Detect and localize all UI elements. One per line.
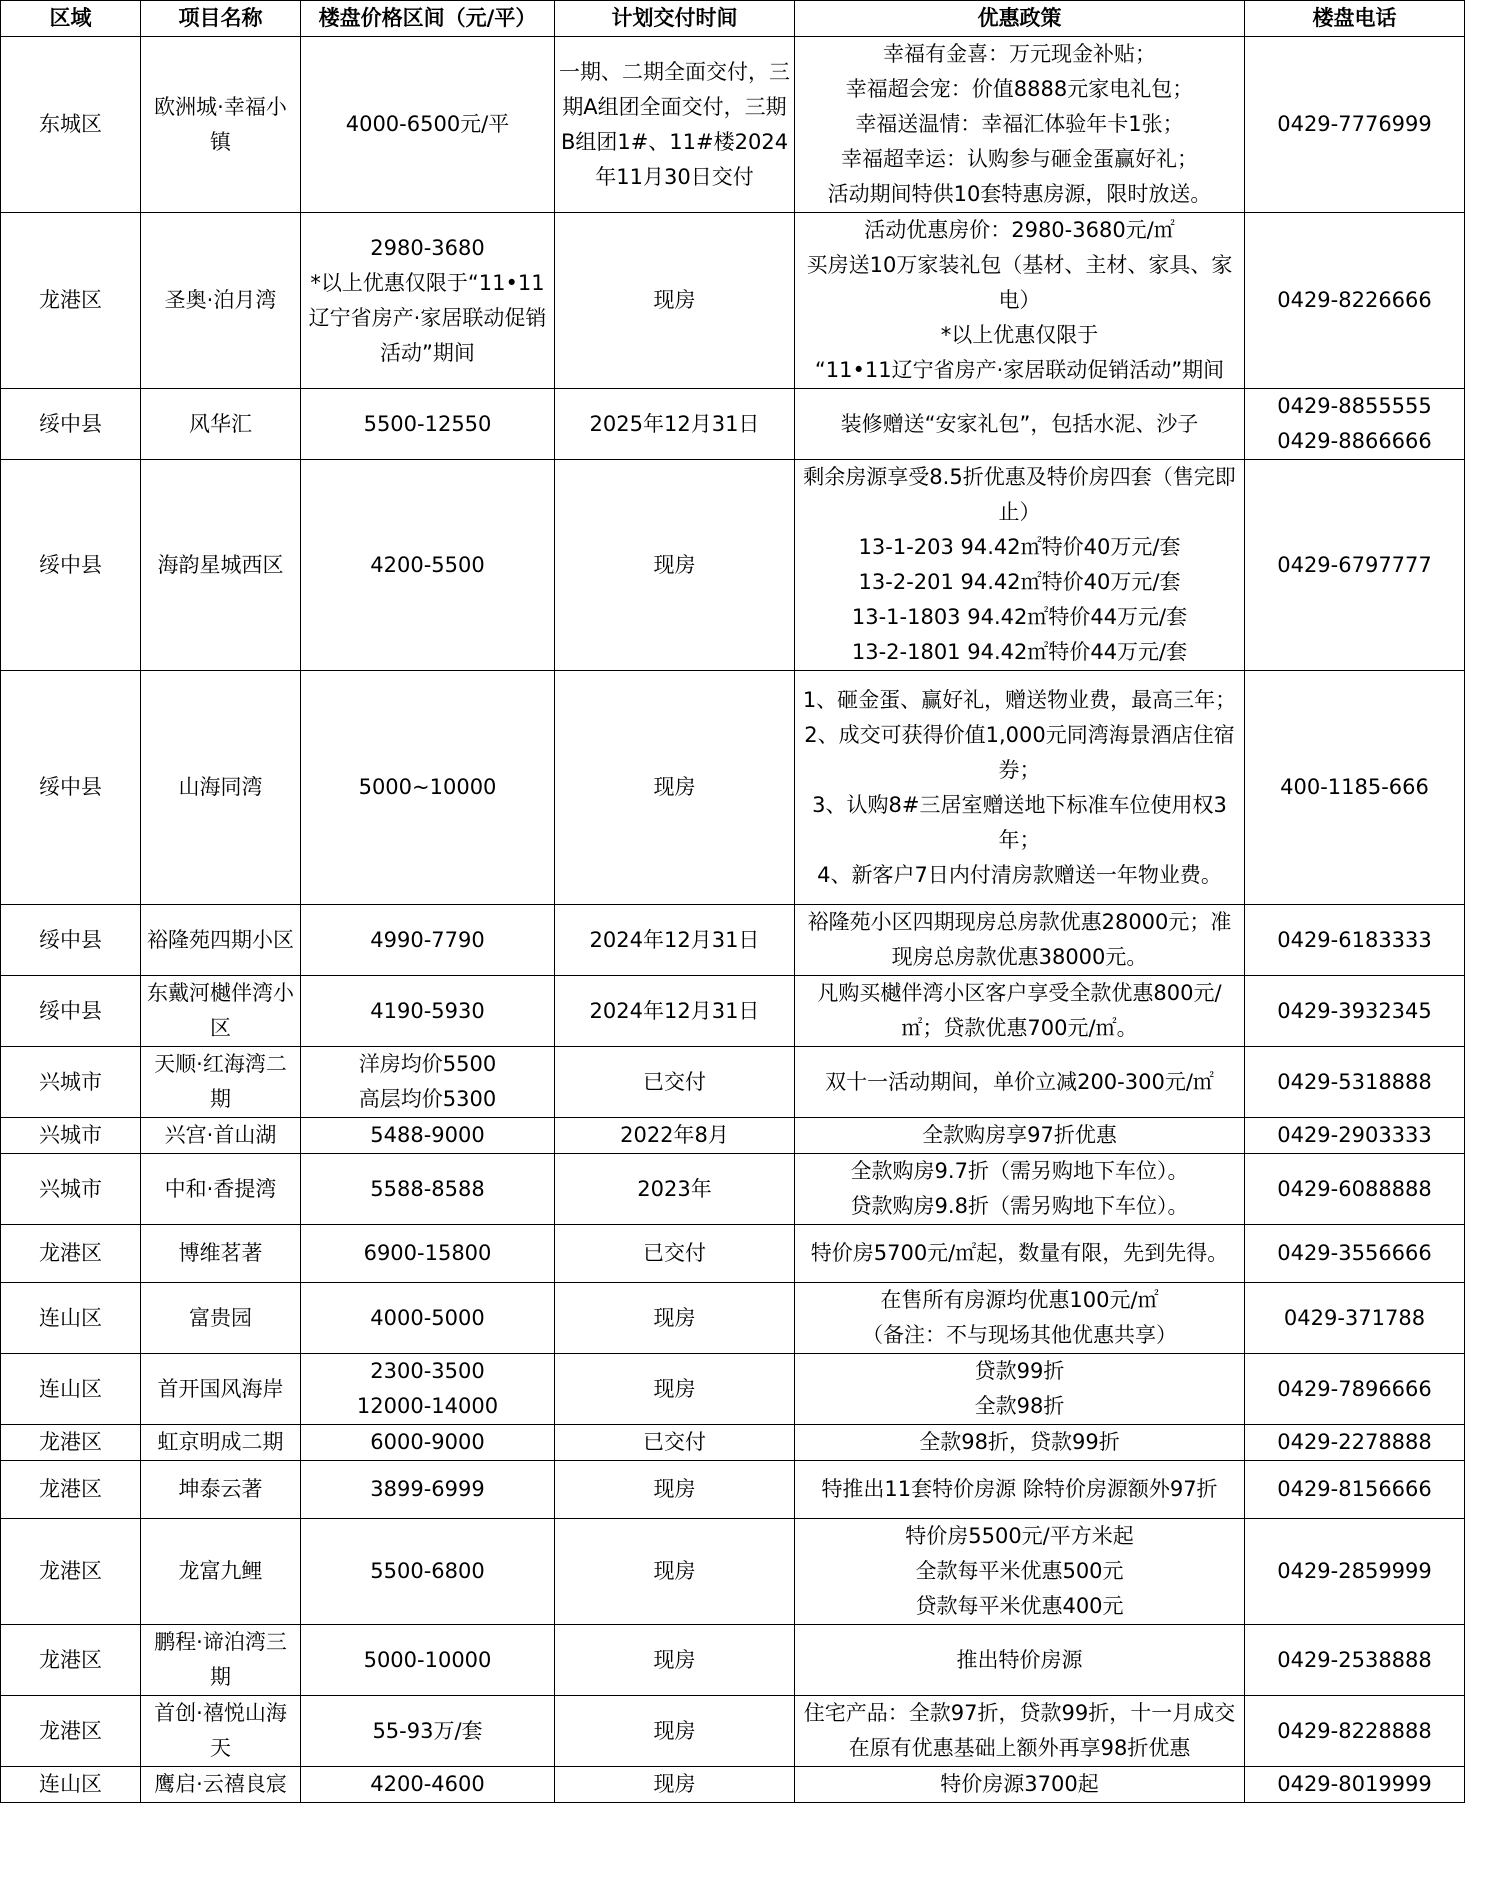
header-price-range: 楼盘价格区间（元/平） (301, 1, 555, 37)
cell-delivery: 一期、二期全面交付，三期A组团全面交付，三期B组团1#、11#楼2024年11月30日交付 (555, 37, 795, 213)
cell-phone: 0429-371788 (1245, 1283, 1465, 1354)
cell-policy: 全款购房9.7折（需另购地下车位）。 贷款购房9.8折（需另购地下车位）。 (795, 1154, 1245, 1225)
cell-price: 55-93万/套 (301, 1696, 555, 1767)
cell-delivery: 现房 (555, 1767, 795, 1803)
cell-phone: 0429-8156666 (1245, 1461, 1465, 1519)
table-row (1, 1354, 1465, 1425)
cell-policy: 剩余房源享受8.5折优惠及特价房四套（售完即止） 13-1-203 94.42㎡特价40万元/套 13-2-201 94.42㎡特价40万元/套 13-1-1803 94.42㎡特价44万元/套 13-2-1801 94.42㎡特价44万元/套 (795, 460, 1245, 671)
cell-phone: 400-1185-666 (1245, 671, 1465, 905)
cell-region: 龙港区 (1, 213, 141, 389)
cell-phone: 0429-8855555 0429-8866666 (1245, 389, 1465, 460)
cell-price: 4990-7790 (301, 905, 555, 976)
cell-delivery: 2024年12月31日 (555, 905, 795, 976)
cell-phone: 0429-5318888 (1245, 1047, 1465, 1118)
cell-delivery: 现房 (555, 1625, 795, 1696)
cell-policy: 双十一活动期间，单价立减200-300元/㎡ (795, 1047, 1245, 1118)
cell-price: 5000~10000 (301, 671, 555, 905)
cell-project-name: 山海同湾 (141, 671, 301, 905)
cell-policy: 特价房源3700起 (795, 1767, 1245, 1803)
cell-project-name: 东戴河樾伴湾小区 (141, 976, 301, 1047)
cell-region: 兴城市 (1, 1154, 141, 1225)
table-row (1, 1696, 1465, 1767)
table-row (1, 1118, 1465, 1154)
cell-delivery: 已交付 (555, 1225, 795, 1283)
cell-price: 4200-5500 (301, 460, 555, 671)
cell-policy: 特推出11套特价房源 除特价房源额外97折 (795, 1461, 1245, 1519)
cell-price: 5588-8588 (301, 1154, 555, 1225)
cell-price: 4000-5000 (301, 1283, 555, 1354)
cell-delivery: 2025年12月31日 (555, 389, 795, 460)
cell-phone: 0429-8226666 (1245, 213, 1465, 389)
table-row (1, 1425, 1465, 1461)
cell-region: 连山区 (1, 1767, 141, 1803)
cell-policy: 活动优惠房价：2980-3680元/㎡ 买房送10万家装礼包（基材、主材、家具、家电） *以上优惠仅限于 “11•11辽宁省房产·家居联动促销活动”期间 (795, 213, 1245, 389)
table-row (1, 905, 1465, 976)
cell-price: 6900-15800 (301, 1225, 555, 1283)
cell-price: 5500-6800 (301, 1519, 555, 1625)
cell-policy: 特价房5700元/㎡起，数量有限，先到先得。 (795, 1225, 1245, 1283)
cell-project-name: 鹰启·云禧良宸 (141, 1767, 301, 1803)
cell-delivery: 已交付 (555, 1425, 795, 1461)
table-row (1, 1283, 1465, 1354)
header-project-name: 项目名称 (141, 1, 301, 37)
table-row (1, 1047, 1465, 1118)
cell-phone: 0429-6183333 (1245, 905, 1465, 976)
cell-policy: 全款98折，贷款99折 (795, 1425, 1245, 1461)
table-row (1, 1461, 1465, 1519)
cell-phone: 0429-7776999 (1245, 37, 1465, 213)
table-row (1, 37, 1465, 213)
table-row (1, 1154, 1465, 1225)
cell-price: 6000-9000 (301, 1425, 555, 1461)
cell-region: 龙港区 (1, 1225, 141, 1283)
cell-project-name: 海韵星城西区 (141, 460, 301, 671)
cell-region: 绥中县 (1, 976, 141, 1047)
cell-project-name: 风华汇 (141, 389, 301, 460)
table-row (1, 976, 1465, 1047)
table-row (1, 1519, 1465, 1625)
cell-phone: 0429-6088888 (1245, 1154, 1465, 1225)
cell-price: 4200-4600 (301, 1767, 555, 1803)
cell-region: 连山区 (1, 1283, 141, 1354)
cell-project-name: 天顺·红海湾二期 (141, 1047, 301, 1118)
cell-delivery: 现房 (555, 1519, 795, 1625)
cell-delivery: 现房 (555, 1461, 795, 1519)
cell-price: 3899-6999 (301, 1461, 555, 1519)
cell-policy: 装修赠送“安家礼包”，包括水泥、沙子 (795, 389, 1245, 460)
cell-delivery: 现房 (555, 1283, 795, 1354)
cell-region: 绥中县 (1, 460, 141, 671)
cell-delivery: 现房 (555, 1354, 795, 1425)
cell-phone: 0429-2278888 (1245, 1425, 1465, 1461)
cell-project-name: 虹京明成二期 (141, 1425, 301, 1461)
cell-phone: 0429-8228888 (1245, 1696, 1465, 1767)
cell-policy: 1、砸金蛋、赢好礼，赠送物业费，最高三年； 2、成交可获得价值1,000元同湾海景酒店住宿券； 3、认购8#三居室赠送地下标准车位使用权3年； 4、新客户7日内付清房款赠送一年物业费。 (795, 671, 1245, 905)
cell-project-name: 龙富九鲤 (141, 1519, 301, 1625)
header-row (1, 1, 1465, 37)
cell-policy: 贷款99折 全款98折 (795, 1354, 1245, 1425)
table-row (1, 1625, 1465, 1696)
cell-project-name: 首创·禧悦山海天 (141, 1696, 301, 1767)
cell-price: 5500-12550 (301, 389, 555, 460)
cell-region: 龙港区 (1, 1519, 141, 1625)
cell-project-name: 富贵园 (141, 1283, 301, 1354)
cell-phone: 0429-2859999 (1245, 1519, 1465, 1625)
cell-delivery: 现房 (555, 1696, 795, 1767)
cell-phone: 0429-2903333 (1245, 1118, 1465, 1154)
header-region: 区域 (1, 1, 141, 37)
cell-phone: 0429-3932345 (1245, 976, 1465, 1047)
table-row (1, 1225, 1465, 1283)
table-row (1, 213, 1465, 389)
cell-project-name: 兴宫·首山湖 (141, 1118, 301, 1154)
cell-project-name: 博维茗著 (141, 1225, 301, 1283)
cell-policy: 凡购买樾伴湾小区客户享受全款优惠800元/㎡；贷款优惠700元/㎡。 (795, 976, 1245, 1047)
cell-price: 2300-3500 12000-14000 (301, 1354, 555, 1425)
cell-price: 2980-3680 *以上优惠仅限于“11•11辽宁省房产·家居联动促销活动”期间 (301, 213, 555, 389)
cell-project-name: 中和·香提湾 (141, 1154, 301, 1225)
cell-project-name: 裕隆苑四期小区 (141, 905, 301, 976)
cell-policy: 推出特价房源 (795, 1625, 1245, 1696)
cell-delivery: 现房 (555, 671, 795, 905)
cell-region: 绥中县 (1, 671, 141, 905)
cell-project-name: 首开国风海岸 (141, 1354, 301, 1425)
cell-phone: 0429-2538888 (1245, 1625, 1465, 1696)
cell-price: 5000-10000 (301, 1625, 555, 1696)
cell-phone: 0429-6797777 (1245, 460, 1465, 671)
cell-region: 兴城市 (1, 1118, 141, 1154)
header-phone: 楼盘电话 (1245, 1, 1465, 37)
cell-region: 连山区 (1, 1354, 141, 1425)
cell-policy: 幸福有金喜：万元现金补贴； 幸福超会宠：价值8888元家电礼包； 幸福送温情：幸福汇体验年卡1张； 幸福超幸运：认购参与砸金蛋赢好礼； 活动期间特供10套特惠房源，限时放送。 (795, 37, 1245, 213)
cell-delivery: 2022年8月 (555, 1118, 795, 1154)
cell-policy: 在售所有房源均优惠100元/㎡ （备注：不与现场其他优惠共享） (795, 1283, 1245, 1354)
cell-delivery: 现房 (555, 460, 795, 671)
cell-project-name: 鹏程·谛泊湾三期 (141, 1625, 301, 1696)
cell-region: 龙港区 (1, 1625, 141, 1696)
cell-project-name: 欧洲城·幸福小镇 (141, 37, 301, 213)
cell-delivery: 2023年 (555, 1154, 795, 1225)
cell-region: 龙港区 (1, 1425, 141, 1461)
cell-region: 绥中县 (1, 389, 141, 460)
cell-policy: 裕隆苑小区四期现房总房款优惠28000元；准现房总房款优惠38000元。 (795, 905, 1245, 976)
table-row (1, 1767, 1465, 1803)
cell-region: 兴城市 (1, 1047, 141, 1118)
cell-phone: 0429-3556666 (1245, 1225, 1465, 1283)
table-row (1, 460, 1465, 671)
cell-region: 龙港区 (1, 1696, 141, 1767)
cell-price: 5488-9000 (301, 1118, 555, 1154)
cell-region: 绥中县 (1, 905, 141, 976)
cell-project-name: 坤泰云著 (141, 1461, 301, 1519)
cell-delivery: 2024年12月31日 (555, 976, 795, 1047)
cell-phone: 0429-7896666 (1245, 1354, 1465, 1425)
cell-delivery: 现房 (555, 213, 795, 389)
cell-region: 龙港区 (1, 1461, 141, 1519)
cell-delivery: 已交付 (555, 1047, 795, 1118)
cell-project-name: 圣奥·泊月湾 (141, 213, 301, 389)
cell-region: 东城区 (1, 37, 141, 213)
cell-price: 洋房均价5500 高层均价5300 (301, 1047, 555, 1118)
table-row (1, 389, 1465, 460)
cell-policy: 特价房5500元/平方米起 全款每平米优惠500元 贷款每平米优惠400元 (795, 1519, 1245, 1625)
cell-policy: 全款购房享97折优惠 (795, 1118, 1245, 1154)
cell-price: 4190-5930 (301, 976, 555, 1047)
table-row (1, 671, 1465, 905)
cell-policy: 住宅产品：全款97折，贷款99折，十一月成交在原有优惠基础上额外再享98折优惠 (795, 1696, 1245, 1767)
header-policy: 优惠政策 (795, 1, 1245, 37)
cell-phone: 0429-8019999 (1245, 1767, 1465, 1803)
header-delivery-time: 计划交付时间 (555, 1, 795, 37)
cell-price: 4000-6500元/平 (301, 37, 555, 213)
